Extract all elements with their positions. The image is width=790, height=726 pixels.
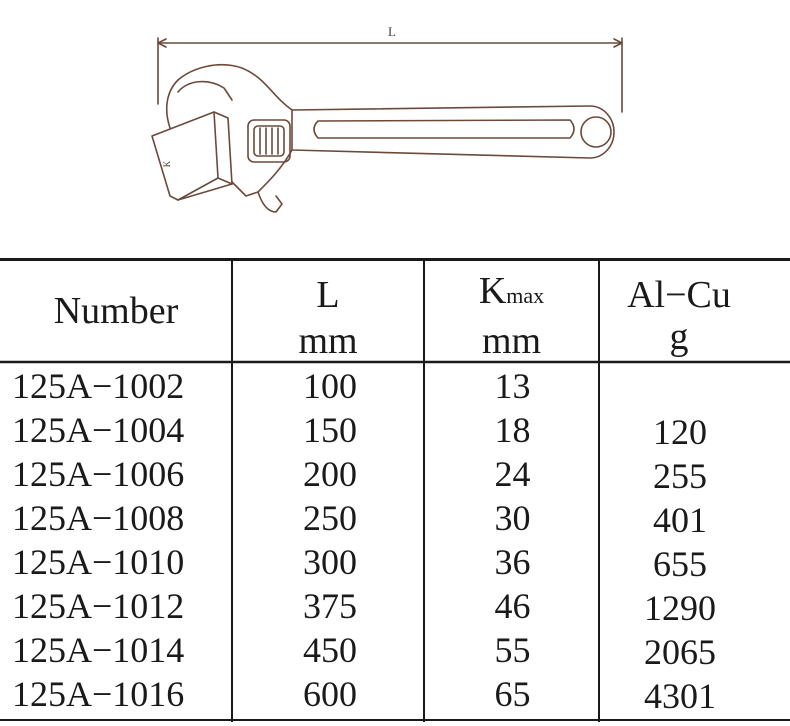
- cell-weight: 655: [653, 544, 707, 584]
- cell-length: 100: [303, 366, 357, 406]
- header-kmax: [424, 272, 599, 310]
- cell-length: 150: [303, 410, 357, 450]
- cell-weight: 120: [653, 412, 707, 452]
- cell-weight: 1290: [644, 588, 716, 628]
- cell-kmax: 65: [494, 674, 531, 714]
- cell-kmax: 24: [494, 454, 531, 494]
- jaw-dimension-label: K: [162, 160, 172, 168]
- wrench-diagram: [0, 0, 790, 250]
- header-kmax-unit: mm: [481, 320, 542, 362]
- cell-number: 125A−1002: [12, 366, 185, 406]
- spec-table: [0, 258, 790, 722]
- cell-number: 125A−1010: [12, 542, 185, 582]
- cell-kmax: 46: [494, 586, 531, 626]
- cell-weight: 4301: [644, 676, 716, 716]
- cell-number: 125A−1004: [12, 410, 185, 450]
- cell-weight: 401: [653, 500, 707, 540]
- cell-kmax: 55: [494, 630, 531, 670]
- cell-number: 125A−1016: [12, 674, 185, 714]
- cell-number: 125A−1012: [12, 586, 185, 626]
- cell-number: 125A−1006: [12, 454, 185, 494]
- cell-length: 200: [303, 454, 357, 494]
- cell-kmax: 18: [494, 410, 531, 450]
- header-kmax-symbol: K: [478, 270, 507, 312]
- cell-kmax: 30: [494, 498, 531, 538]
- cell-number: 125A−1014: [12, 630, 185, 670]
- header-material: Al−Cu: [627, 274, 731, 316]
- cell-kmax: 36: [494, 542, 531, 582]
- cell-length: 450: [303, 630, 357, 670]
- cell-weight: 2065: [644, 632, 716, 672]
- cell-number: 125A−1008: [12, 498, 185, 538]
- header-length-symbol: L: [316, 274, 340, 316]
- cell-length: 600: [303, 674, 357, 714]
- header-material-unit: g: [669, 316, 689, 358]
- cell-length: 375: [303, 586, 357, 626]
- header-kmax-subscript: max: [506, 283, 545, 308]
- length-dimension-label: L: [388, 24, 396, 39]
- header-length-unit: mm: [298, 320, 358, 362]
- cell-length: 300: [303, 542, 357, 582]
- cell-length: 250: [303, 498, 357, 538]
- cell-kmax: 13: [494, 366, 531, 406]
- header-number: Number: [53, 290, 179, 332]
- cell-weight: 255: [653, 456, 707, 496]
